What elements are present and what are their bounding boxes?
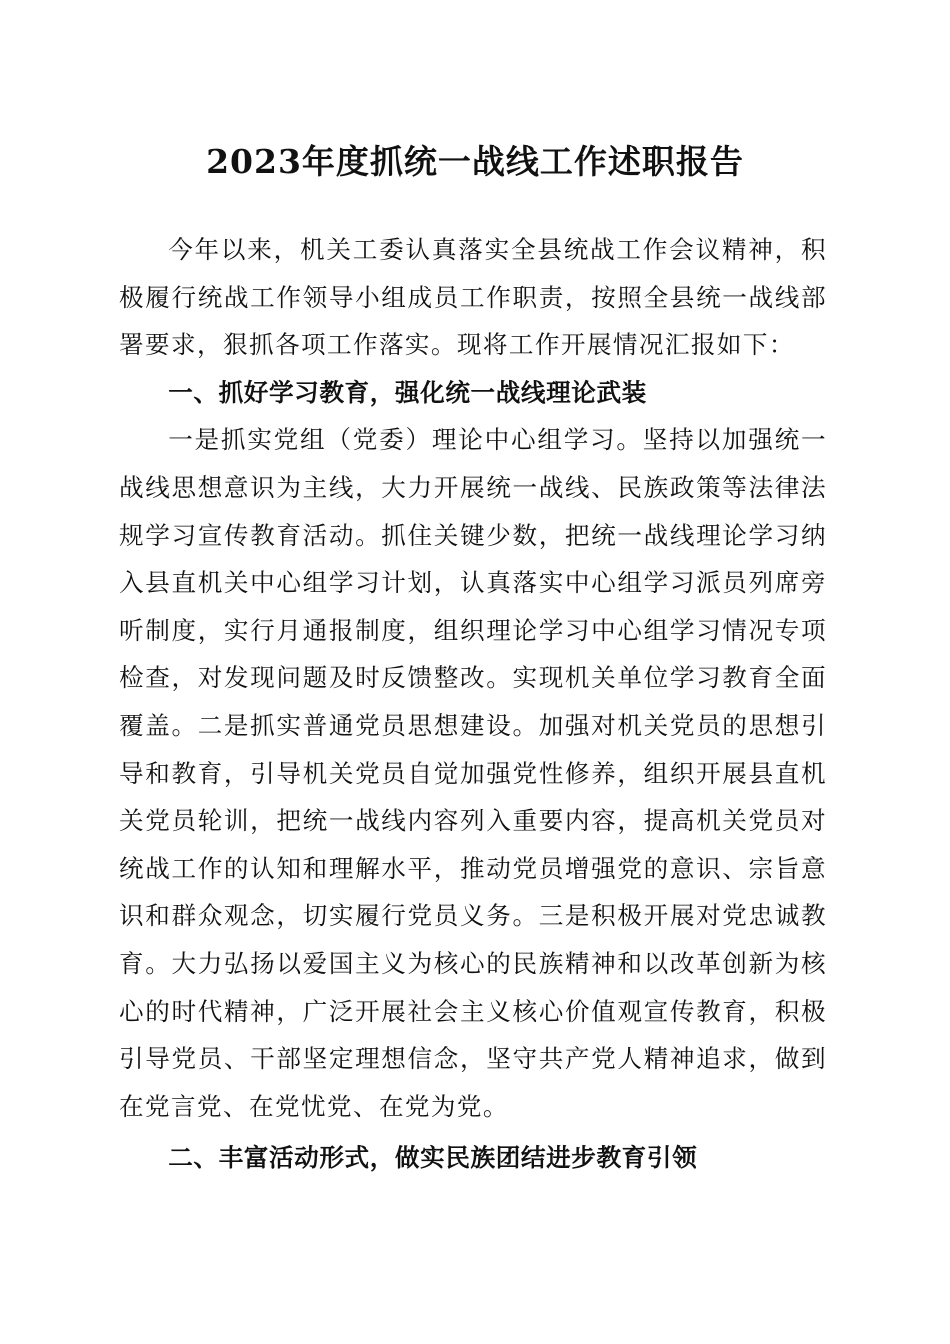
section-1-line: 检查，对发现问题及时反馈整改。实现机关单位学习教育全面 (119, 663, 827, 693)
section-1-line: 一是抓实党组（党委）理论中心组学习。坚持以加强统一 (168, 425, 827, 455)
section-1-heading: 一、抓好学习教育，强化统一战线理论武装 (168, 377, 647, 407)
section-1-line: 统战工作的认知和理解水平，推动党员增强党的意识、宗旨意 (119, 853, 827, 883)
intro-paragraph (119, 226, 827, 369)
section-1-line: 导和教育，引导机关党员自觉加强党性修养，组织开展县直机 (119, 758, 827, 788)
section-1-line: 在党言党、在党忧党、在党为党。 (119, 1091, 509, 1121)
section-1-line: 引导党员、干部坚定理想信念，坚守共产党人精神追求，做到 (119, 1044, 827, 1074)
intro-line: 极履行统战工作领导小组成员工作职责，按照全县统一战线部 (119, 282, 827, 312)
section-1-line: 覆盖。二是抓实普通党员思想建设。加强对机关党员的思想引 (119, 710, 827, 740)
section-1-line: 心的时代精神，广泛开展社会主义核心价值观宣传教育，积极 (119, 996, 827, 1026)
section-1-line: 规学习宣传教育活动。抓住关键少数，把统一战线理论学习纳 (119, 520, 827, 550)
section-1-paragraph (119, 416, 827, 1130)
section-1-line: 听制度，实行月通报制度，组织理论学习中心组学习情况专项 (119, 615, 827, 645)
section-1-line: 识和群众观念，切实履行党员义务。三是积极开展对党忠诚教 (119, 901, 827, 931)
intro-line: 署要求，狠抓各项工作落实。现将工作开展情况汇报如下： (119, 330, 795, 360)
section-1-line: 战线思想意识为主线，大力开展统一战线、民族政策等法律法 (119, 472, 827, 502)
section-2-heading: 二、丰富活动形式，做实民族团结进步教育引领 (168, 1143, 698, 1173)
section-1-line: 入县直机关中心组学习计划，认真落实中心组学习派员列席旁 (119, 568, 827, 598)
intro-line: 今年以来，机关工委认真落实全县统战工作会议精神，积 (168, 235, 827, 264)
section-1-line: 关党员轮训，把统一战线内容列入重要内容，提高机关党员对 (119, 806, 827, 836)
document-title: 2023年度抓统一战线工作述职报告 (206, 142, 744, 181)
document-body (119, 226, 827, 1182)
section-1-line: 育。大力弘扬以爱国主义为核心的民族精神和以改革创新为核 (119, 948, 827, 978)
